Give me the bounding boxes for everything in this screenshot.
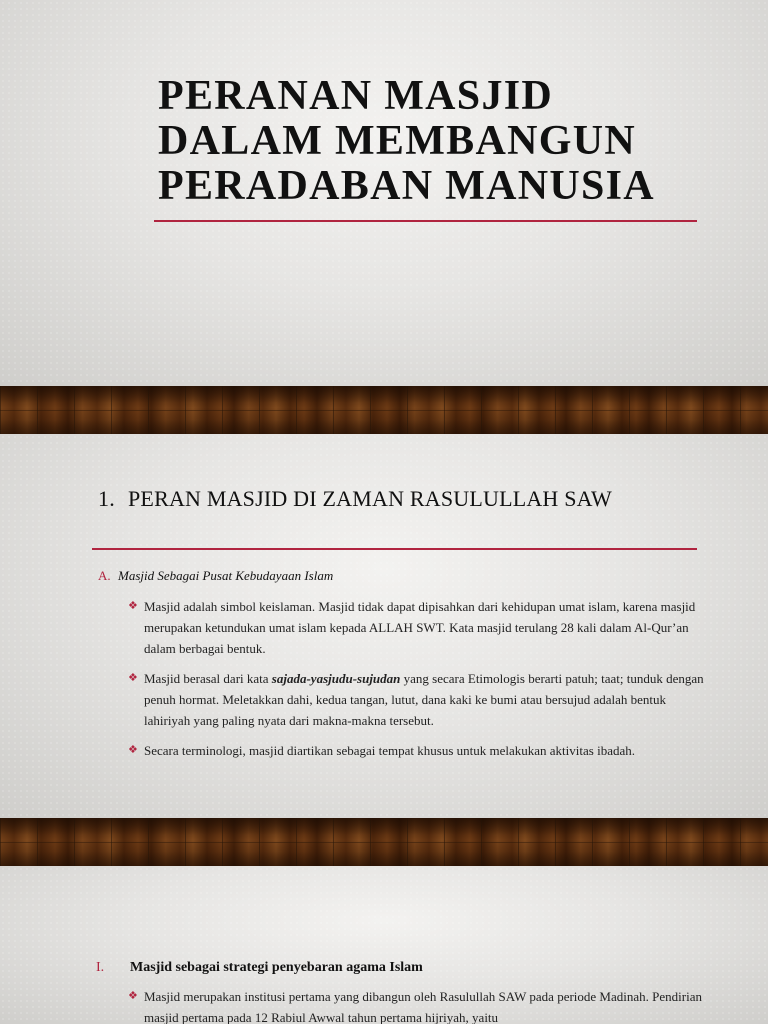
slide-title xyxy=(158,74,718,209)
content-slide-1 xyxy=(0,434,768,818)
title-line-1: PERANAN MASJID xyxy=(158,73,554,119)
heading-text: PERAN MASJID DI ZAMAN RASULULLAH SAW xyxy=(128,486,612,511)
bullet-text-start: Masjid berasal dari kata xyxy=(144,671,272,686)
title-slide xyxy=(0,0,768,386)
bullet-text-end: yang secara Etimologis berarti patuh; taat; tunduk dengan penuh hormat. Meletakkan dahi, kedua tangan, lutut, dana kaki ke bumi atau bersujud adalah bentuk lahiriyah yang paling nyata dari makna-makna tersebut. xyxy=(144,671,704,728)
heading-number: 1. xyxy=(98,486,115,511)
diamond-bullet-icon: ❖ xyxy=(128,600,138,612)
bullet-list xyxy=(128,596,708,770)
content-slide-2 xyxy=(0,866,768,1024)
heading-marker: I. xyxy=(96,960,105,975)
bullet-text: Masjid merupakan institusi pertama yang dibangun oleh Rasulullah SAW pada periode Madinah. Pendirian masjid pertama pada 12 Rabiul Awwal tahun pertama hijriyah, yaitu xyxy=(144,989,702,1024)
bullet-emphasis: sajada-yasjudu-sujudan xyxy=(271,671,401,686)
bullet-text: Secara terminologi, masjid diartikan sebagai tempat khusus untuk melakukan aktivitas ibadah. xyxy=(144,743,635,758)
subheading-marker: A. xyxy=(98,568,111,583)
bullet-item xyxy=(128,740,708,761)
diamond-bullet-icon: ❖ xyxy=(128,672,138,684)
wood-floor-divider xyxy=(0,386,768,434)
title-line-3: PERADABAN MANUSIA xyxy=(158,163,655,209)
title-line-2: DALAM MEMBANGUN xyxy=(158,118,636,164)
bullet-item xyxy=(128,986,708,1024)
heading-underline xyxy=(92,548,697,550)
section-subheading xyxy=(98,568,333,584)
bullet-item xyxy=(128,596,708,659)
section-heading xyxy=(96,960,423,976)
heading-text: Masjid sebagai strategi penyebaran agama Islam xyxy=(130,960,423,975)
subheading-text: Masjid Sebagai Pusat Kebudayaan Islam xyxy=(118,568,334,583)
title-underline xyxy=(154,220,697,222)
diamond-bullet-icon: ❖ xyxy=(128,990,138,1002)
bullet-text: Masjid adalah simbol keislaman. Masjid tidak dapat dipisahkan dari kehidupan umat islam, karena masjid merupakan ketundukan umat islam kepada ALLAH SWT. Kata masjid terulang 28 kali dalam Al-Qur’an dalam berbagai bentuk. xyxy=(144,599,696,656)
bullet-item xyxy=(128,668,708,731)
wood-floor-divider xyxy=(0,818,768,866)
slide-heading xyxy=(98,486,612,512)
bullet-list xyxy=(128,986,708,1024)
diamond-bullet-icon: ❖ xyxy=(128,744,138,756)
